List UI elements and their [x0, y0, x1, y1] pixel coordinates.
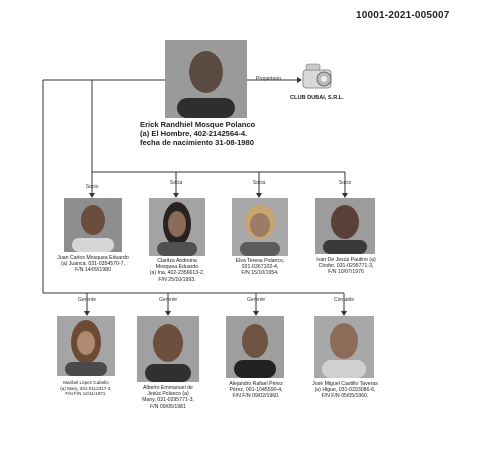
partner-caption-line: Claritza Andreina [157, 258, 197, 264]
person-silhouette-icon [64, 198, 122, 252]
partner-photo-3 [232, 198, 288, 256]
staff-caption-line: F/N 09/05/1981 [150, 403, 186, 410]
staff-photo-1 [57, 316, 115, 376]
partner-caption-line: F/N 15/10/1954. [241, 270, 279, 277]
person-silhouette-icon [149, 198, 205, 256]
owner-name: Erick Randhiel Mosque Polanco [140, 120, 256, 129]
staff-caption-2 [124, 385, 212, 410]
partner-role-1: Socio [85, 184, 99, 190]
partner-photo-4 [315, 198, 375, 254]
document-id: 10001-2021-005007 [356, 10, 450, 21]
partner-caption-line: Mosquea Eduardo [155, 264, 199, 271]
partner-caption-3 [216, 258, 304, 277]
staff-role-2: Gerente [158, 297, 178, 303]
staff-photo-2 [137, 316, 199, 382]
staff-role-3: Gerente [246, 297, 266, 303]
partner-caption-2 [134, 258, 220, 283]
staff-caption-3 [210, 381, 302, 400]
partner-caption-line: F/N 10/07/1976 [328, 269, 364, 276]
owner-relation-label: Propietario [256, 76, 282, 82]
staff-caption-line: Alejandro Rafael Pérez [229, 381, 283, 387]
partner-caption-line: 031-0367102-4, [241, 264, 279, 271]
staff-caption-4 [296, 381, 394, 400]
partner-role-2: Socia [169, 180, 183, 186]
staff-caption-line: F/N F/N 09/02/1960. [232, 393, 280, 400]
staff-photo-3 [226, 316, 284, 378]
partner-role-4: Socio [338, 180, 352, 186]
staff-caption-line: F/N F/N 12/11/1971. [65, 391, 107, 397]
partner-caption-4 [300, 257, 392, 276]
partner-caption-line: Elva Teresa Polanco, [235, 258, 285, 264]
partner-caption-1 [44, 255, 142, 274]
person-silhouette-icon [57, 316, 115, 376]
person-silhouette-icon [315, 198, 375, 254]
staff-caption-1 [40, 380, 132, 397]
partner-role-3: Socia [252, 180, 266, 186]
partner-caption-line: F/N 14/09/1980 [75, 267, 111, 274]
partner-photo-1 [64, 198, 122, 252]
partner-photo-2 [149, 198, 205, 256]
staff-role-1: Gerente [77, 297, 97, 303]
partner-caption-line: Juan Carlos Mosquea Eduardo [57, 255, 129, 261]
partner-caption-line: Ivan De Jesús Paulino (a) [316, 257, 376, 263]
staff-caption-line: F/N F/N 05/05/1960. [321, 393, 369, 400]
owner-alias-id: (a) El Hombre, 402-2142564-4. [140, 129, 248, 138]
staff-caption-line: (a) Higue, 031-0293086-6, [314, 387, 376, 394]
staff-caption-line: Alberto Emmanuel de [143, 385, 193, 391]
person-silhouette-icon [226, 316, 284, 378]
person-silhouette-icon [232, 198, 288, 256]
company-logo-icon [302, 62, 336, 92]
staff-photo-4 [314, 316, 374, 378]
partner-caption-line: Chofer, 031-0295771-3, [318, 263, 374, 270]
staff-caption-line: Jesús Polanco (a) [147, 391, 189, 398]
person-silhouette-icon [137, 316, 199, 382]
partner-caption-line: (a) Ina, 402-2356613-2, [149, 270, 205, 277]
owner-photo [165, 40, 247, 118]
person-silhouette-icon [314, 316, 374, 378]
owner-birthdate: fecha de nacimiento 31-08-1980 [140, 138, 254, 147]
owner-caption [140, 120, 290, 147]
staff-caption-line: Many, 031-0295771-3, [142, 397, 194, 404]
person-silhouette-icon [165, 40, 247, 118]
staff-caption-line: (a) Mary, 031-0112317-3, [60, 385, 112, 391]
company-name: CLUB DUBAI, S.R.L. [290, 95, 344, 101]
staff-caption-line: Maribel López Cabello [63, 380, 109, 385]
staff-role-4: Contable [333, 297, 354, 303]
company-logo [302, 62, 336, 92]
staff-caption-line: José Miguel Castillo Taveras [312, 381, 378, 387]
partner-caption-line: (a) Juanca, 031-0354570-7, [60, 261, 126, 268]
partner-caption-line: F/N 25/10/1993. [158, 276, 196, 283]
staff-caption-line: Pérez, 001-1045590-4, [229, 387, 283, 394]
